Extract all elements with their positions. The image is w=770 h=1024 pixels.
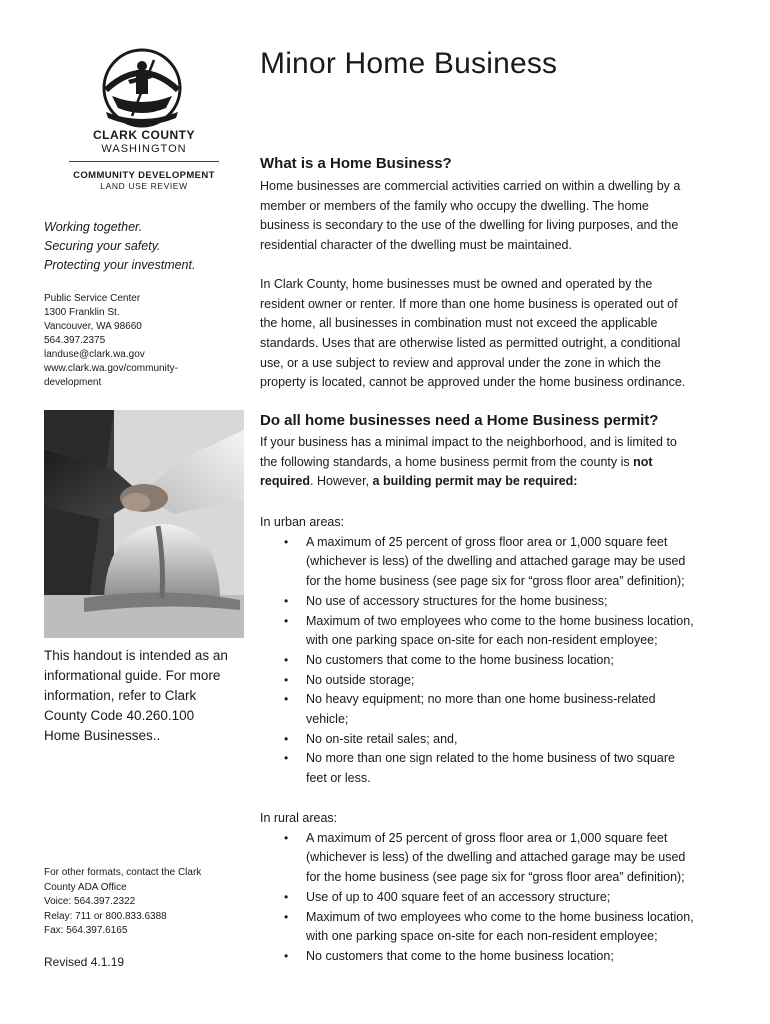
text-line: for the home business (see page six for “gross floor area” definition); [306, 574, 685, 589]
ada-line: For other formats, contact the Clark [44, 867, 202, 878]
text-line: Use of up to 400 square feet of an accessory structure; [306, 889, 611, 904]
text-line: vehicle; [306, 712, 349, 727]
bullet-icon: • [284, 909, 289, 924]
text-line: for the home business (see page six for “gross floor area” definition); [306, 870, 685, 885]
bold-run: required [260, 474, 311, 489]
text-line: No heavy equipment; no more than one home business-related [306, 692, 656, 707]
section-urban [260, 513, 730, 789]
bullet-icon: • [284, 652, 289, 667]
contact-email: landuse@clark.wa.gov [44, 349, 145, 360]
list-item [260, 612, 730, 651]
page-title: Minor Home Business [260, 47, 558, 80]
text-line [260, 453, 730, 473]
org-division: LAND USE REVIEW [100, 181, 188, 191]
text-line: No use of accessory structures for the home business; [306, 593, 608, 608]
org-state: WASHINGTON [101, 143, 187, 155]
bullet-icon: • [284, 672, 289, 687]
list-item [260, 829, 730, 888]
text-line: If your business has a minimal impact to the neighborhood, and is limited to [260, 435, 677, 449]
text-line: A maximum of 25 percent of gross floor area or 1,000 square feet [306, 830, 668, 845]
motto [44, 218, 244, 275]
text-line: business is secondary to the use of the dwelling for living purposes, and the [260, 218, 679, 233]
handout-line: information, refer to Clark [44, 688, 197, 703]
text-line: residential character of the dwelling must be maintained. [260, 238, 572, 253]
list-label: In urban areas: [260, 515, 345, 529]
ada-voice: Voice: 564.397.2322 [44, 896, 136, 907]
bullet-icon: • [284, 751, 289, 766]
org-divider [69, 161, 219, 162]
text-line: Maximum of two employees who come to the home business location, [306, 909, 694, 924]
text-line: (whichever is less) of the dwelling and attached garage may be used [306, 850, 686, 865]
text-line: (whichever is less) of the dwelling and attached garage may be used [306, 554, 686, 569]
list-item [260, 908, 730, 947]
text-line: property is located, cannot be approved under the home business ordinance. [260, 375, 686, 390]
bullet-icon: • [284, 948, 289, 963]
text-line: use, or a use subject to review and approval under the zone in which the [260, 355, 661, 370]
list-item [260, 671, 730, 691]
contact-line: 1300 Franklin St. [44, 307, 120, 318]
handout-note [44, 646, 244, 746]
section-permit [260, 411, 730, 492]
list-item [260, 749, 730, 788]
list-item [260, 651, 730, 671]
text-line: No customers that come to the home business location; [306, 652, 614, 667]
text-line: feet or less. [306, 771, 371, 786]
handout-line: This handout is intended as an [44, 648, 228, 663]
handout-line: informational guide. For more [44, 668, 221, 683]
paragraph [260, 433, 730, 492]
section-heading: What is a Home Business? [260, 155, 452, 172]
org-department: COMMUNITY DEVELOPMENT [73, 170, 215, 181]
contact-phone: 564.397.2375 [44, 335, 106, 346]
rural-list [260, 829, 730, 967]
text-line: No customers that come to the home business location; [306, 948, 614, 963]
ada-contact [44, 866, 244, 939]
bullet-icon: • [284, 830, 289, 845]
bold-run: a building permit may be required: [372, 474, 578, 489]
ada-line: County ADA Office [44, 881, 127, 893]
text-line: No on-site retail sales; and, [306, 731, 458, 746]
urban-list [260, 533, 730, 789]
section-rural [260, 809, 730, 967]
handout-line: Home Businesses.. [44, 728, 161, 743]
bullet-icon: • [284, 889, 289, 904]
text-run: the following standards, a home business permit from the county is [260, 454, 634, 469]
text-line: standards. Uses that are otherwise listed as permitted outright, a conditional [260, 335, 681, 350]
bold-run: not [633, 454, 653, 469]
handout-line: County Code 40.260.100 [44, 708, 195, 723]
list-item [260, 888, 730, 908]
section-heading: Do all home businesses need a Home Business permit? [260, 412, 659, 429]
motto-line: Securing your safety. [44, 239, 161, 253]
motto-line: Working together. [44, 220, 143, 234]
text-line: the home, all businesses in combination must not exceed the applicable [260, 316, 658, 331]
contact-website: www.clark.wa.gov/community- [44, 363, 178, 374]
ada-fax: Fax: 564.397.6165 [44, 925, 128, 936]
list-item [260, 592, 730, 612]
contact-website: development [44, 377, 102, 388]
organization-block [44, 128, 244, 191]
ada-relay: Relay: 711 or 800.833.6388 [44, 910, 167, 922]
text-line: A maximum of 25 percent of gross floor area or 1,000 square feet [306, 534, 668, 549]
text-line: with one parking space on-site for each non-resident employee; [306, 929, 658, 944]
bullet-icon: • [284, 534, 289, 549]
bullet-icon: • [284, 731, 289, 746]
text-line: Maximum of two employees who come to the home business location, [306, 613, 694, 628]
list-item [260, 947, 730, 967]
bullet-icon: • [284, 692, 289, 707]
text-line: No more than one sign related to the home business of two square [306, 751, 675, 766]
text-line: with one parking space on-site for each non-resident employee; [306, 633, 658, 648]
list-item [260, 690, 730, 729]
text-line: Home businesses are commercial activities carried on within a dwelling by a [260, 179, 681, 193]
handshake-hardhat-photo [44, 410, 244, 638]
bullet-icon: • [284, 593, 289, 608]
org-county: CLARK COUNTY [93, 128, 195, 142]
contact-line: Public Service Center [44, 293, 141, 304]
text-run: . However, [310, 474, 373, 489]
list-label: In rural areas: [260, 811, 338, 825]
section-what-is [260, 154, 730, 393]
text-line: member or members of the family who occupy the dwelling. The home [260, 198, 649, 213]
list-item [260, 730, 730, 750]
list-item [260, 533, 730, 592]
contact-line: Vancouver, WA 98660 [44, 321, 142, 332]
contact-info [44, 292, 234, 390]
revision-date: Revised 4.1.19 [44, 955, 125, 969]
text-line: resident owner or renter. If more than one home business is operated out of [260, 296, 678, 311]
paragraph [260, 275, 730, 393]
sidebar [44, 0, 244, 1024]
text-line: No outside storage; [306, 672, 415, 687]
text-line: In Clark County, home businesses must be owned and operated by the [260, 276, 653, 291]
text-line [260, 472, 730, 492]
motto-line: Protecting your investment. [44, 258, 196, 272]
paragraph [260, 177, 730, 256]
bullet-icon: • [284, 613, 289, 628]
